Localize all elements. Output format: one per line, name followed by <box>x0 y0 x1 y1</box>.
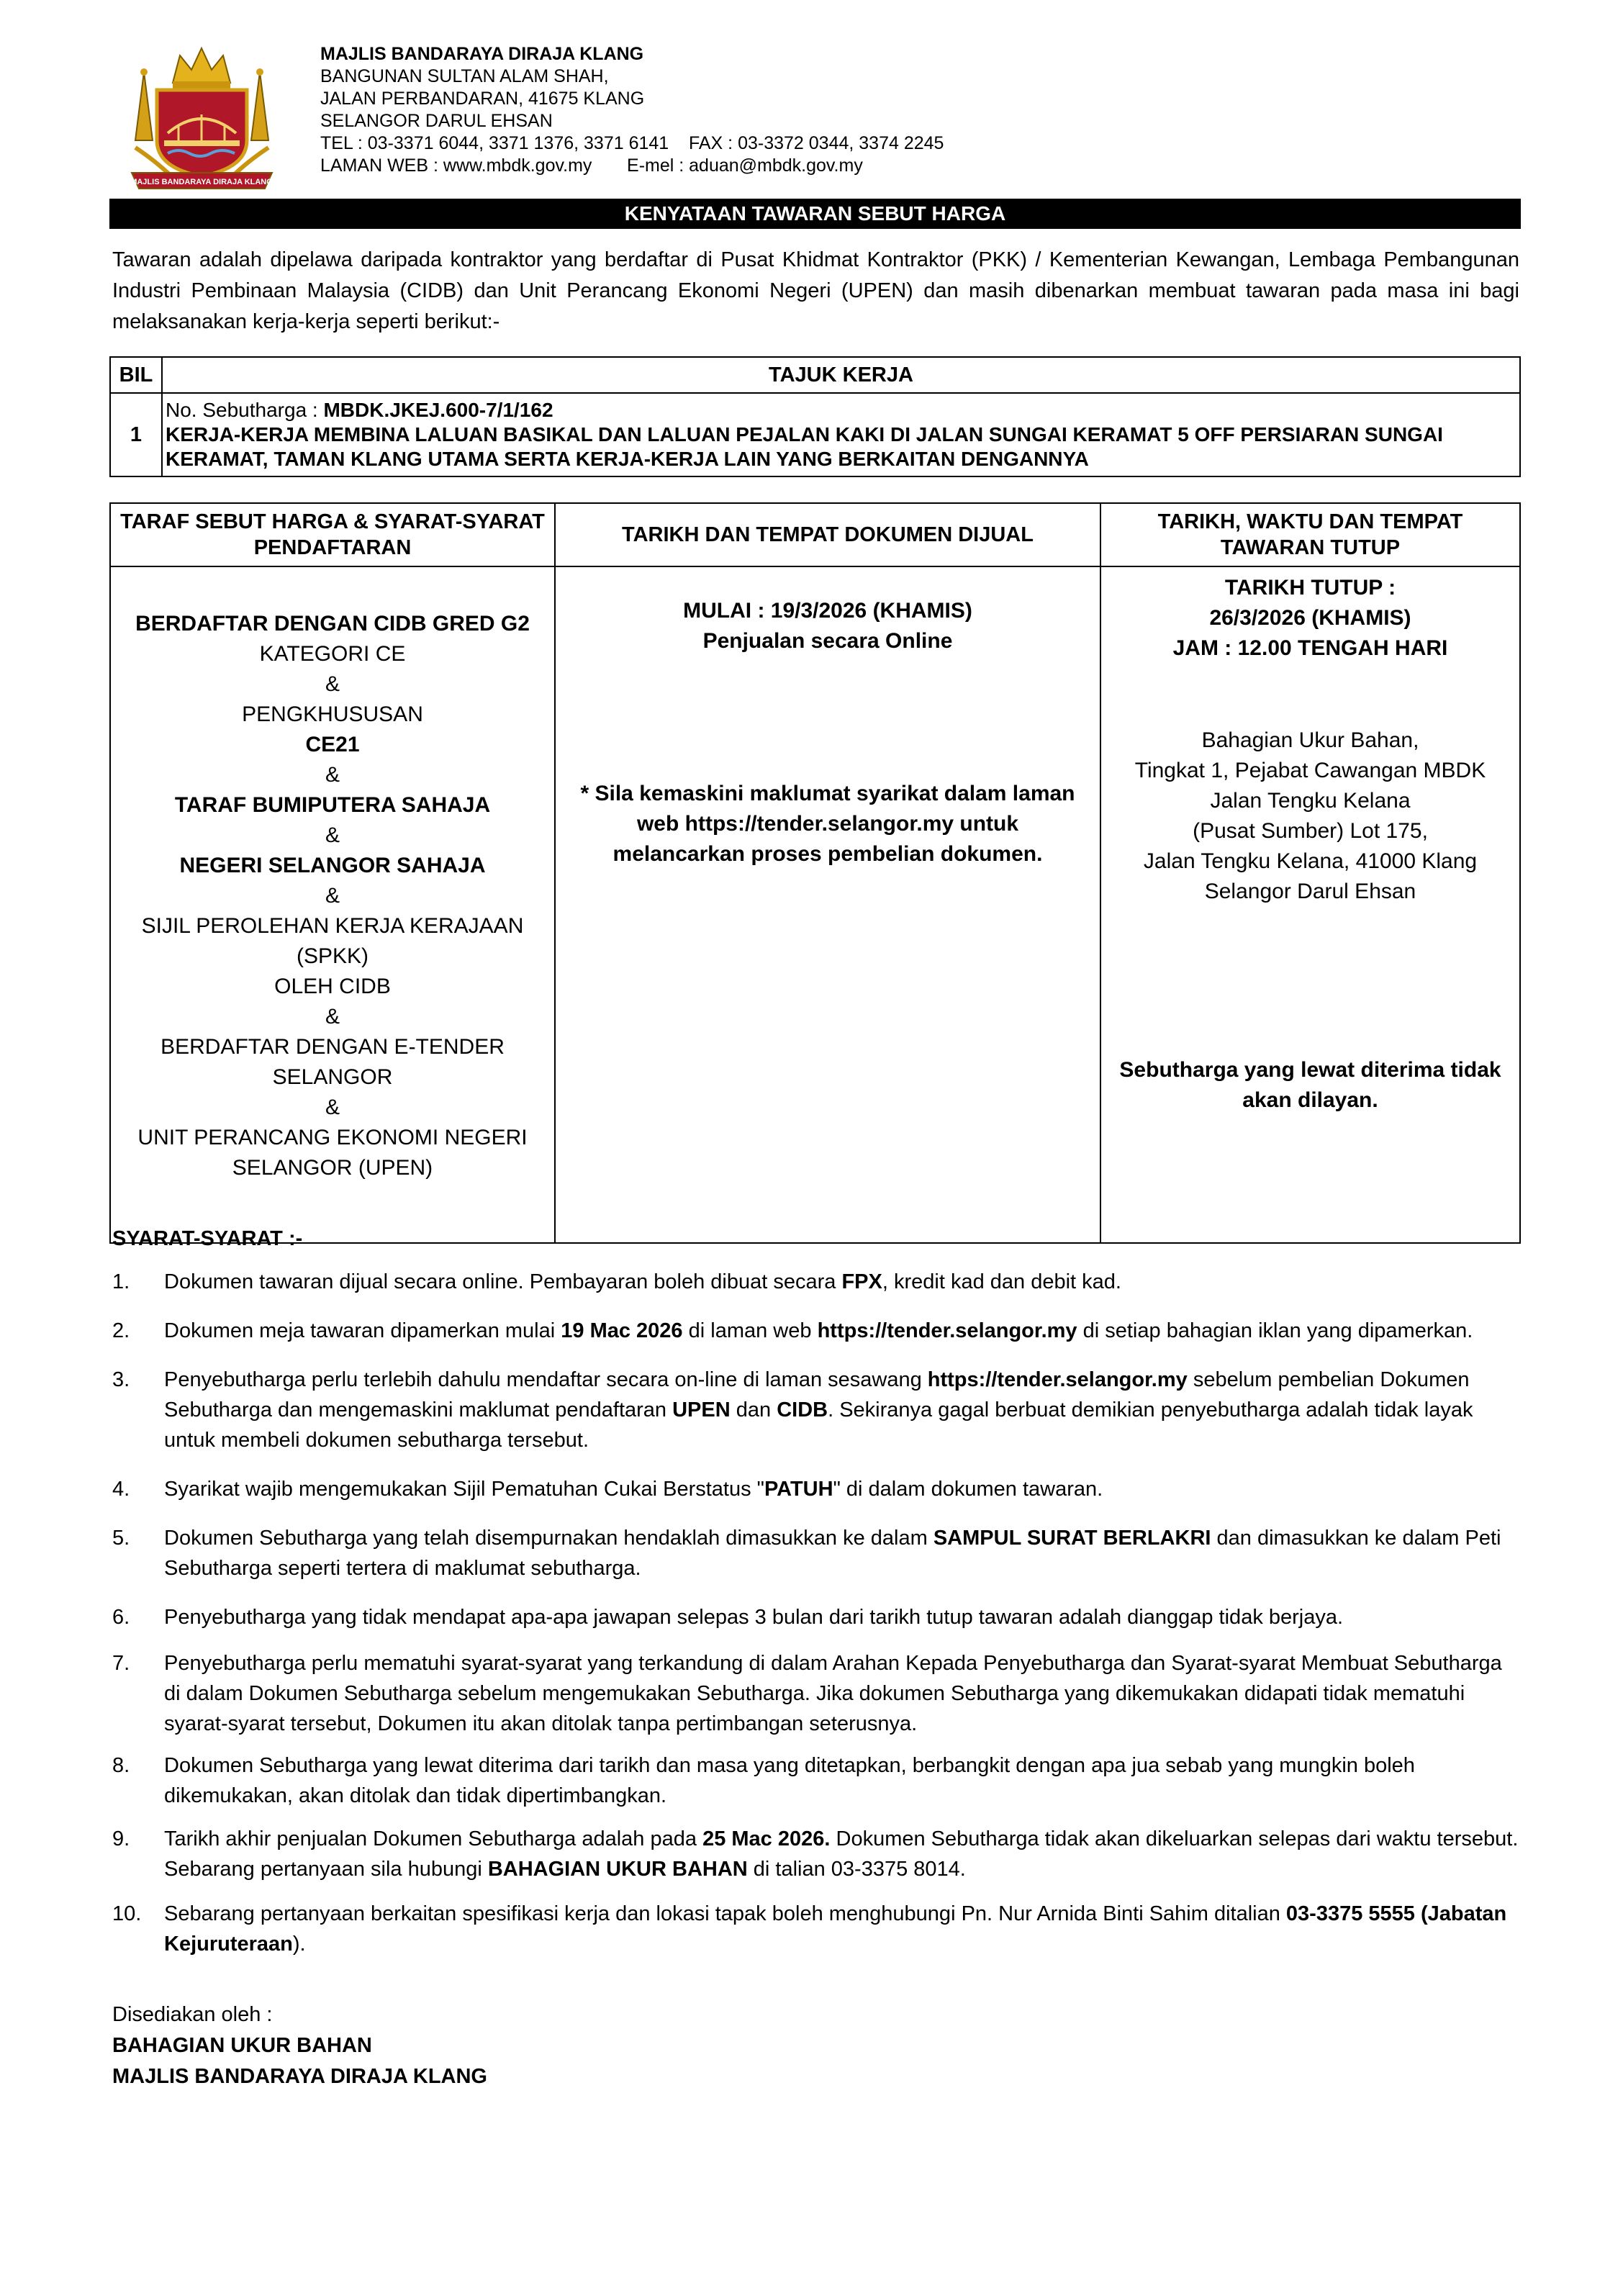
condition-text: Penyebutharga perlu terlebih dahulu mendaftar secara on-line di laman sesawang https://tender.selangor.my sebelum pembelian Dokumen Sebutharga dan mengemaskini maklumat pendaftaran UPEN dan CIDB. Sekiranya gagal berbuat demikian penyebutharga adalah tidak layak untuk membeli dokumen sebutharga tersebut. <box>164 1368 1473 1452</box>
condition-text: Tarikh akhir penjualan Dokumen Sebutharga adalah pada 25 Mac 2026. Dokumen Sebutharga tidak akan dikeluarkan selepas dari waktu tersebut. Sebarang pertanyaan sila hubungi BAHAGIAN UKUR BAHAN di talian 03-3375 8014. <box>164 1827 1519 1881</box>
page-title: KENYATAAN TAWARAN SEBUT HARGA <box>109 199 1521 229</box>
amp: & <box>325 1005 340 1029</box>
sale-cell <box>555 566 1100 1243</box>
details-table <box>109 502 1521 1244</box>
req-ce21: CE21 <box>305 733 360 756</box>
address-line: BANGUNAN SULTAN ALAM SHAH, <box>320 66 609 86</box>
addr-line: Selangor Darul Ehsan <box>1204 880 1416 903</box>
ref-value: MBDK.JKEJ.600-7/1/162 <box>323 399 553 421</box>
req-etender: BERDAFTAR DENGAN E-TENDER <box>161 1035 505 1059</box>
requirements-cell <box>110 566 555 1243</box>
footer-org: MAJLIS BANDARAYA DIRAJA KLANG <box>112 2065 487 2088</box>
col1-header: TARAF SEBUT HARGA & SYARAT-SYARAT PENDAFTARAN <box>110 503 555 566</box>
col2-header: TARIKH DAN TEMPAT DOKUMEN DIJUAL <box>555 503 1100 566</box>
condition-item <box>112 1365 1519 1455</box>
addr-line: Bahagian Ukur Bahan, <box>1201 728 1419 752</box>
address-line: SELANGOR DARUL EHSAN <box>320 111 553 131</box>
req-cidb: BERDAFTAR DENGAN CIDB GRED G2 <box>135 612 530 636</box>
condition-item <box>112 1316 1519 1346</box>
condition-number: 2. <box>112 1319 130 1342</box>
req-upen: UNIT PERANCANG EKONOMI NEGERI <box>137 1126 528 1149</box>
condition-item <box>112 1602 1519 1632</box>
condition-text: Dokumen Sebutharga yang telah disempurnakan hendaklah dimasukkan ke dalam SAMPUL SURAT BERLAKRI dan dimasukkan ke dalam Peti Sebutharga seperti tertera di maklumat sebutharga. <box>164 1527 1501 1580</box>
address-line: JALAN PERBANDARAN, 41675 KLANG <box>320 89 645 109</box>
condition-item <box>112 1648 1519 1739</box>
req-bumiputera: TARAF BUMIPUTERA SAHAJA <box>174 793 491 817</box>
condition-item <box>112 1267 1519 1297</box>
late-note: Sebutharga yang lewat diterima tidak akan dilayan. <box>1119 1058 1501 1112</box>
contact-line: TEL : 03-3371 6044, 3371 1376, 3371 6141 FAX : 03-3372 0344, 3374 2245 <box>320 133 944 153</box>
close-label: TARIKH TUTUP : <box>1224 576 1396 600</box>
close-time: JAM : 12.00 TENGAH HARI <box>1172 636 1448 660</box>
org-name: MAJLIS BANDARAYA DIRAJA KLANG <box>320 44 644 64</box>
web-email-line: LAMAN WEB : www.mbdk.gov.my E-mel : aduan@mbdk.gov.my <box>320 155 863 176</box>
condition-number: 10. <box>112 1902 142 1925</box>
amp: & <box>325 1095 340 1119</box>
amp: & <box>325 884 340 908</box>
condition-item <box>112 1474 1519 1504</box>
condition-text: Syarikat wajib mengemukakan Sijil Pematuhan Cukai Berstatus "PATUH" di dalam dokumen tawaran. <box>164 1478 1103 1501</box>
col-bil-header: BIL <box>110 357 162 393</box>
condition-text: Dokumen meja tawaran dipamerkan mulai 19 Mac 2026 di laman web https://tender.selangor.my di setiap bahagian iklan yang dipamerkan. <box>164 1319 1473 1342</box>
condition-text: Penyebutharga yang tidak mendapat apa-apa jawapan selepas 3 bulan dari tarikh tutup tawaran adalah dianggap tidak berjaya. <box>164 1606 1344 1629</box>
work-title: KERJA-KERJA MEMBINA LALUAN BASIKAL DAN LALUAN PEJALAN KAKI DI JALAN SUNGAI KERAMAT 5 OFF PERSIARAN SUNGAI KERAMAT, TAMAN KLANG UTAMA SERTA KERJA-KERJA LAIN YANG BERKAITAN DENGANNYA <box>166 423 1443 470</box>
condition-number: 3. <box>112 1368 130 1391</box>
addr-line: Tingkat 1, Pejabat Cawangan MBDK <box>1134 759 1486 782</box>
conditions-title: SYARAT-SYARAT :- <box>112 1227 303 1250</box>
work-title-cell <box>162 393 1520 476</box>
amp: & <box>325 672 340 696</box>
condition-item <box>112 1899 1519 1959</box>
ref-label: No. Sebutharga : <box>166 399 324 421</box>
sale-note: * Sila kemaskini maklumat syarikat dalam laman web https://tender.selangor.my untuk melancarkan proses pembelian dokumen. <box>580 782 1075 866</box>
close-date: 26/3/2026 (KHAMIS) <box>1209 606 1411 630</box>
condition-number: 4. <box>112 1478 130 1501</box>
condition-item <box>112 1750 1519 1811</box>
addr-line: (Pusat Sumber) Lot 175, <box>1193 819 1428 843</box>
req-upen-selangor: SELANGOR (UPEN) <box>232 1156 433 1180</box>
req-selangor: NEGERI SELANGOR SAHAJA <box>179 854 486 877</box>
closing-cell <box>1100 566 1520 1243</box>
work-table <box>109 356 1521 477</box>
req-category: KATEGORI CE <box>259 642 406 666</box>
addr-line: Jalan Tengku Kelana, 41000 Klang <box>1143 849 1478 873</box>
amp: & <box>325 823 340 847</box>
sale-mode: Penjualan secara Online <box>702 629 953 653</box>
intro-paragraph: Tawaran adalah dipelawa daripada kontraktor yang berdaftar di Pusat Khidmat Kontraktor (PKK) / Kementerian Kewangan, Lembaga Pembangunan Industri Pembinaan Malaysia (CIDB) dan Unit Perancang Ekonomi Negeri (UPEN) dan masih dibenarkan membuat tawaran pada masa ini bagi melaksanakan kerja-kerja seperti berikut:- <box>112 248 1519 333</box>
condition-text: Dokumen tawaran dijual secara online. Pembayaran boleh dibuat secara FPX, kredit kad dan debit kad. <box>164 1270 1121 1293</box>
svg-text:MAJLIS BANDARAYA DIRAJA KLANG: MAJLIS BANDARAYA DIRAJA KLANG <box>130 178 273 186</box>
footer-dept: BAHAGIAN UKUR BAHAN <box>112 2034 372 2057</box>
prepared-by: Disediakan oleh : <box>112 2003 273 2026</box>
close-address <box>1116 726 1505 907</box>
amp: & <box>325 763 340 787</box>
req-spkk-cidb: OLEH CIDB <box>274 975 391 998</box>
req-spkk: SIJIL PEROLEHAN KERJA KERAJAAN (SPKK) <box>141 914 524 968</box>
req-specialisation: PENGKHUSUSAN <box>242 702 423 726</box>
col-tajuk-header: TAJUK KERJA <box>162 357 1520 393</box>
sale-start-date: MULAI : 19/3/2026 (KHAMIS) <box>683 599 972 623</box>
condition-text: Sebarang pertanyaan berkaitan spesifikasi kerja dan lokasi tapak boleh menghubungi Pn. Nur Arnida Binti Sahim ditalian 03-3375 5555 (Jabatan Kejuruteraan). <box>164 1902 1507 1956</box>
row-bil: 1 <box>110 393 162 476</box>
condition-number: 6. <box>112 1606 130 1629</box>
condition-text: Dokumen Sebutharga yang lewat diterima dari tarikh dan masa yang ditetapkan, berbangkit dengan apa jua sebab yang mungkin boleh dikemukakan, akan ditolak dan tidak dipertimbangkan. <box>164 1754 1415 1807</box>
condition-item <box>112 1523 1519 1583</box>
addr-line: Jalan Tengku Kelana <box>1210 789 1411 813</box>
condition-number: 7. <box>112 1652 130 1675</box>
condition-number: 5. <box>112 1527 130 1550</box>
condition-text: Penyebutharga perlu mematuhi syarat-syarat yang terkandung di dalam Arahan Kepada Penyebutharga dan Syarat-syarat Membuat Sebutharga di dalam Dokumen Sebutharga sebelum mengemukakan Sebutharga. Jika dokumen Sebutharga yang dikemukakan didapati tidak mematuhi syarat-syarat tersebut, Dokumen itu akan ditolak tanpa pertimbangan seterusnya. <box>164 1652 1502 1735</box>
condition-item <box>112 1824 1519 1884</box>
council-crest-logo <box>128 40 276 192</box>
condition-number: 9. <box>112 1827 130 1850</box>
condition-number: 8. <box>112 1754 130 1777</box>
col3-header: TARIKH, WAKTU DAN TEMPAT TAWARAN TUTUP <box>1100 503 1520 566</box>
condition-number: 1. <box>112 1270 130 1293</box>
req-etender-selangor: SELANGOR <box>272 1065 393 1089</box>
